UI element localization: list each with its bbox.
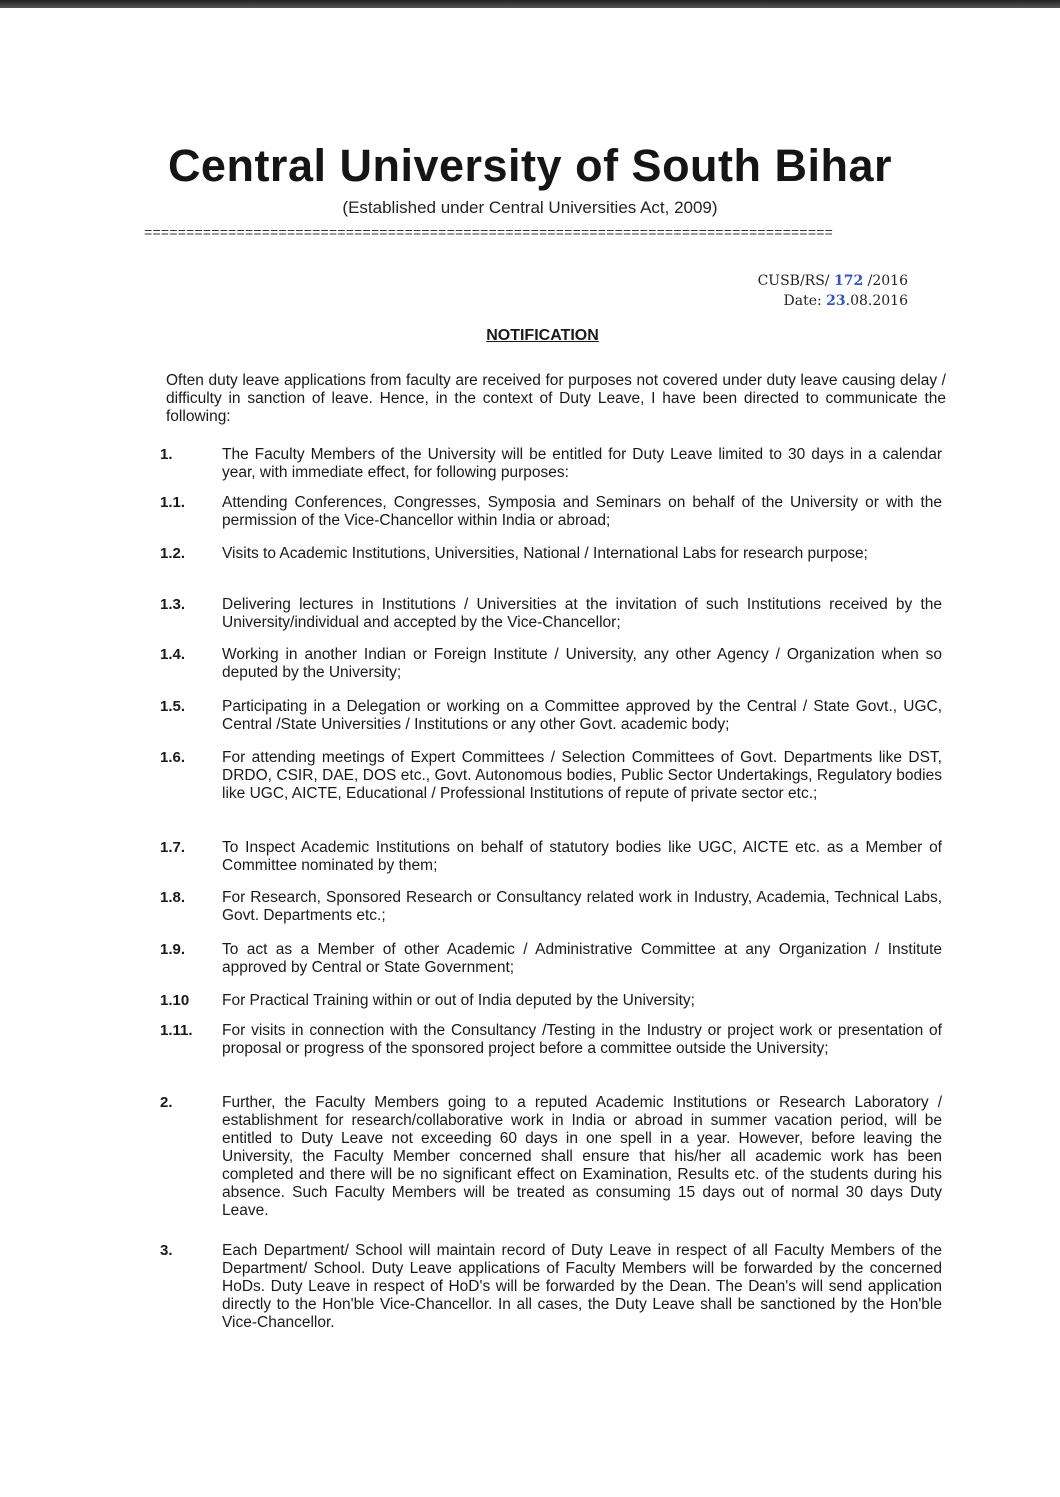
item-text: For Practical Training within or out of India deputed by the University;: [222, 992, 695, 1009]
reference-number: [680, 271, 908, 291]
item-text: Visits to Academic Institutions, Universities, National / International Labs for research purpose;: [222, 545, 868, 562]
item-text: For visits in connection with the Consultancy /Testing in the Industry or project work or presentation of proposal or progress of the sponsored project before a committee outside the University;: [222, 1022, 942, 1057]
item-text: Attending Conferences, Congresses, Symposia and Seminars on behalf of the University or with the permission of the Vice-Chancellor within India or abroad;: [222, 494, 942, 529]
item-number: 1.1.: [160, 494, 186, 511]
university-title: Central University of South Bihar: [167, 140, 893, 191]
item-number: 1.11.: [160, 1022, 193, 1039]
item-text: Participating in a Delegation or working on a Committee approved by the Central / State Govt., UGC, Central /State Universities / Institutions or any other Govt. academic body;: [222, 698, 942, 733]
ref-number-handwritten: 172: [833, 273, 864, 289]
header-divider: ==================================================================================: [144, 226, 833, 242]
date-day-handwritten: 23: [826, 293, 846, 309]
item-number: 2.: [160, 1094, 173, 1111]
item-number: 1.9.: [160, 941, 186, 958]
item-number: 1.5.: [160, 698, 186, 715]
item-text: Further, the Faculty Members going to a reputed Academic Institutions or Research Laboratory / establishment for research/collaborative work in India or abroad in summer vacation period, will be entitled to Duty Leave not exceeding 60 days in one spell in a year. However, before leaving the University, the Faculty Member concerned shall ensure that his/her all academic work has been completed and there will be no significant effect on Examination, Results etc. of the students during his absence. Such Faculty Members will be treated as consuming 15 days out of normal 30 days Duty Leave.: [222, 1094, 942, 1219]
item-text: To Inspect Academic Institutions on behalf of statutory bodies like UGC, AICTE etc. as a Member of Committee nominated by them;: [222, 839, 942, 874]
notification-heading: NOTIFICATION: [486, 327, 599, 344]
item-number: 1.: [160, 446, 173, 463]
item-number: 1.10: [160, 992, 190, 1009]
item-text: The Faculty Members of the University will be entitled for Duty Leave limited to 30 days in a calendar year, with immediate effect, for following purposes:: [222, 446, 942, 481]
item-number: 1.8.: [160, 889, 186, 906]
date-rest: .08.2016: [845, 293, 908, 309]
date-label: Date:: [783, 293, 827, 309]
item-text: Delivering lectures in Institutions / Universities at the invitation of such Institutions received by the University/individual and accepted by the Vice-Chancellor;: [222, 596, 942, 631]
item-text: For Research, Sponsored Research or Consultancy related work in Industry, Academia, Technical Labs, Govt. Departments etc.;: [222, 889, 942, 924]
item-number: 3.: [160, 1242, 173, 1259]
scan-edge: [0, 0, 1060, 8]
item-text: For attending meetings of Expert Committees / Selection Committees of Govt. Departments like DST, DRDO, CSIR, DAE, DOS etc., Govt. Autonomous bodies, Public Sector Undertakings, Regulatory bodies like UGC, AICTE, Educational / Professional Institutions of repute of private sector etc.;: [222, 749, 942, 802]
item-number: 1.4.: [160, 646, 186, 663]
item-number: 1.6.: [160, 749, 186, 766]
ref-suffix: /2016: [863, 273, 908, 289]
reference-block: [680, 271, 908, 311]
item-text: Each Department/ School will maintain record of Duty Leave in respect of all Faculty Members of the Department/ School. Duty Leave applications of Faculty Members will be forwarded by the concerned HoDs. Duty Leave in respect of HoD's will be forwarded by the Dean. The Dean's will send application directly to the Hon'ble Vice-Chancellor. In all cases, the Duty Leave shall be sanctioned by the Hon'ble Vice-Chancellor.: [222, 1242, 942, 1331]
item-number: 1.3.: [160, 596, 186, 613]
intro-paragraph: Often duty leave applications from faculty are received for purposes not covered under duty leave causing delay / difficulty in sanction of leave. Hence, in the context of Duty Leave, I have been directed to communicate the following:: [166, 372, 946, 425]
ref-prefix: CUSB/RS/: [757, 273, 834, 289]
reference-date: [680, 291, 908, 311]
item-number: 1.2.: [160, 545, 186, 562]
item-text: Working in another Indian or Foreign Institute / University, any other Agency / Organization when so deputed by the University;: [222, 646, 942, 681]
university-subtitle: (Established under Central Universities Act, 2009): [342, 198, 718, 217]
item-number: 1.7.: [160, 839, 186, 856]
item-text: To act as a Member of other Academic / Administrative Committee at any Organization / Institute approved by Central or State Government;: [222, 941, 942, 976]
